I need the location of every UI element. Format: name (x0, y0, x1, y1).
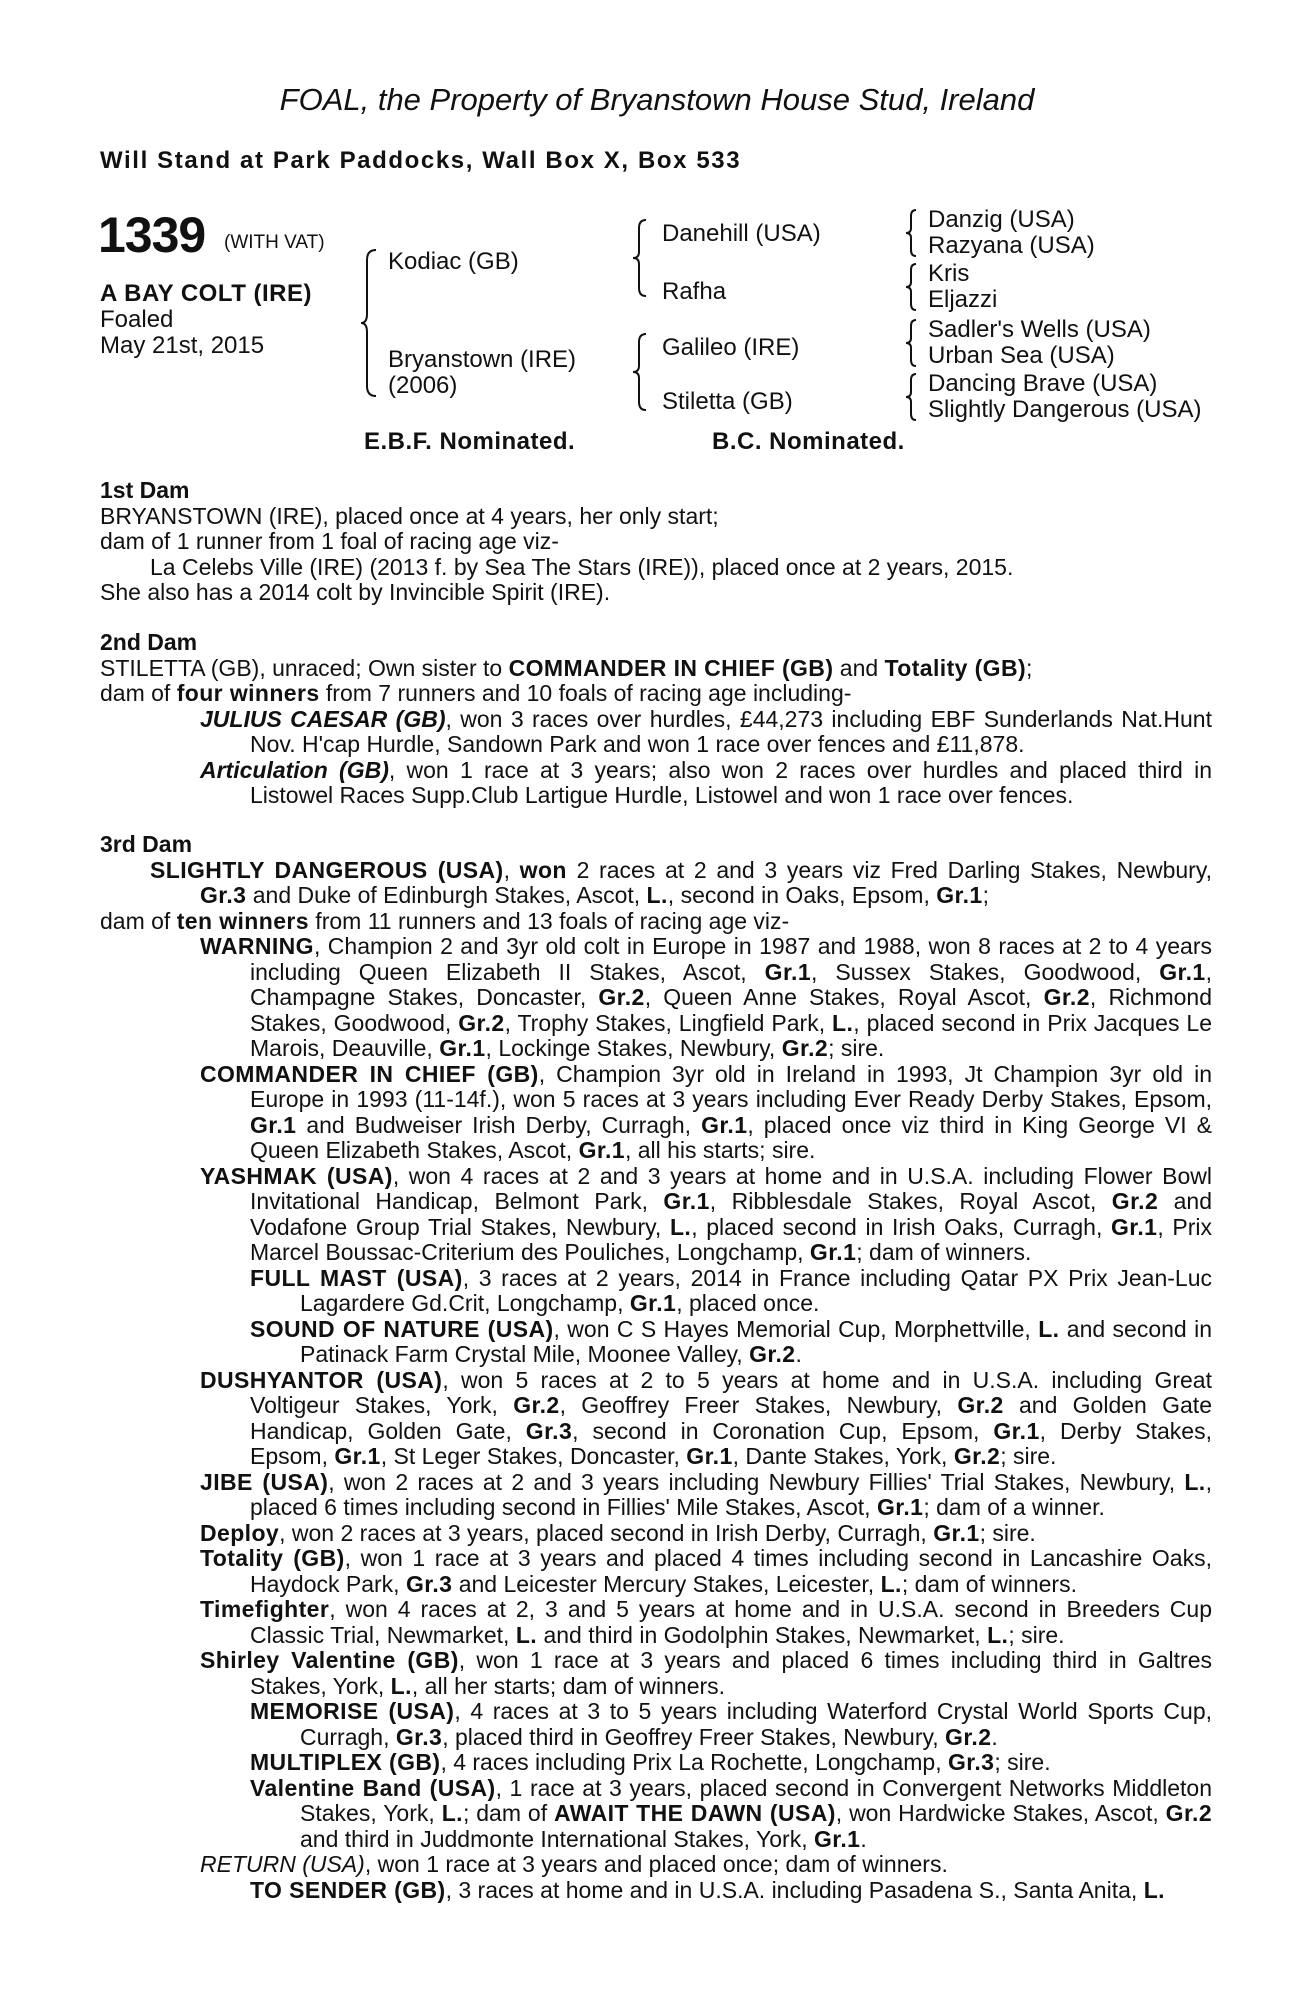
text-run: Gr.2 (945, 1723, 992, 1750)
text-run: , Derby Stakes, Epsom, (250, 1417, 1212, 1469)
text-run: Gr.2 (1165, 1800, 1213, 1826)
text-run: Gr.3 (405, 1570, 453, 1597)
text-run: , second in Coronation Cup, Epsom, (572, 1417, 994, 1444)
text-run: L. (880, 1570, 902, 1597)
ped-ddd: Slightly Dangerous (USA) (928, 396, 1202, 423)
text-run: and Leicester Mercury Stakes, Leicester, (452, 1570, 881, 1597)
text-run: , placed once. (676, 1290, 820, 1316)
text-run: Gr.1 (993, 1417, 1040, 1444)
text-run: ; sire. (1008, 1621, 1065, 1648)
produce-entry (100, 934, 1212, 1062)
text-run: Gr.2 (1043, 984, 1090, 1010)
text-run: , placed once viz third in King George VI & Queen Elizabeth Stakes, Ascot, (250, 1111, 1212, 1163)
text-run: 2 races at 2 and 3 years viz Fred Darling Stakes, Newbury, (566, 856, 1213, 883)
produce-entry (100, 1470, 1212, 1521)
text-run: TO SENDER (GB) (250, 1876, 446, 1903)
pedigree-brace-3 (904, 318, 924, 368)
produce-entry (100, 1368, 1212, 1470)
text-run: JULIUS CAESAR (GB) (200, 705, 446, 732)
ped-dss: Sadler's Wells (USA) (928, 316, 1151, 343)
foaled-label: Foaled (100, 306, 174, 333)
text-run: L. (1038, 1315, 1060, 1342)
text-run: ; dam of winners. (901, 1570, 1077, 1597)
second-dam-line (100, 681, 1212, 707)
text-run: ; sire. (1000, 1443, 1057, 1469)
text-run: Deploy (200, 1519, 280, 1546)
text-run: Gr.1 (439, 1035, 486, 1061)
text-run: Gr.1 (663, 1188, 710, 1214)
text-run: Shirley Valentine (GB) (200, 1647, 459, 1673)
second-dam-section (100, 630, 1212, 809)
text-run: , won 1 race at 3 years and placed 6 times including third in Galtres Stakes, York, (250, 1647, 1212, 1699)
produce-entry (100, 1546, 1212, 1597)
text-run: L. (441, 1800, 463, 1826)
text-run: Gr.1 (933, 1519, 980, 1546)
text-run: AWAIT THE DAWN (USA) (554, 1800, 836, 1826)
ped-sds: Kris (928, 260, 970, 287)
sire: Kodiac (GB) (388, 248, 519, 275)
text-run: . (795, 1341, 802, 1367)
ped-sss: Danzig (USA) (928, 206, 1075, 233)
text-run: ; sire. (979, 1519, 1036, 1546)
text-run: ; dam of winners. (856, 1239, 1032, 1265)
ped-dsd: Urban Sea (USA) (928, 342, 1115, 369)
text-run: COMMANDER IN CHIEF (GB) (200, 1060, 539, 1087)
produce-entry (100, 1648, 1212, 1699)
text-run: Gr.3 (200, 882, 247, 908)
text-run: MEMORISE (USA) (250, 1698, 455, 1724)
text-run: JIBE (USA) (200, 1468, 329, 1495)
text-run: L. (669, 1213, 692, 1240)
dam-sire: Galileo (IRE) (662, 334, 800, 361)
text-run: Gr.1 (1159, 958, 1206, 985)
text-run: Gr.1 (764, 958, 812, 985)
text-run: dam of (100, 680, 177, 706)
text-run: , placed second in Prix Jacques Le Marois, Deauville, (250, 1009, 1212, 1061)
text-run: , Trophy Stakes, Lingfield Park, (504, 1009, 833, 1036)
text-run: and Duke of Edinburgh Stakes, Ascot, (246, 882, 647, 908)
text-run: and third in Godolphin Stakes, Newmarket, (537, 1621, 988, 1648)
text-run: L. (646, 882, 668, 908)
text-run: four winners (176, 680, 320, 706)
second-dam-title: 2nd Dam (100, 629, 198, 655)
text-run: Gr.1 (1110, 1213, 1158, 1240)
text-run: Gr.2 (458, 1009, 505, 1036)
third-dam-line (100, 909, 1212, 935)
produce-entry (100, 1164, 1212, 1266)
text-run: COMMANDER IN CHIEF (GB) (508, 654, 834, 681)
text-run: , won 4 races at 2 and 3 years at home and in U.S.A. including Flower Bowl Invitational Handicap, Belmont Park, (250, 1162, 1213, 1214)
produce-entry (100, 707, 1212, 758)
second-dam-line (100, 656, 1212, 682)
text-run: , Dante Stakes, York, (732, 1443, 954, 1469)
text-run: Gr.1 (876, 1494, 924, 1520)
produce-entry (100, 1062, 1212, 1164)
text-run: , won 1 race at 3 years; also won 2 races over hurdles and placed third in Listowel Races Supp.Club Lartigue Hurdle, Listowel and won 1 race over fences. (250, 756, 1212, 808)
text-run: , Queen Anne Stakes, Royal Ascot, (644, 984, 1044, 1010)
text-run: , Champion 3yr old in Ireland in 1993, Jt Champion 3yr old in Europe in 1993 (11-14f.), won 5 races at 3 years including Ever Ready Derby Stakes, Epsom, (250, 1060, 1212, 1112)
lot-number: 1339 (98, 207, 206, 263)
text-run: , won 1 race at 3 years and placed once; dam of winners. (364, 1851, 948, 1877)
page-title: FOAL, the Property of Bryanstown House Stud, Ireland (279, 82, 1035, 117)
text-run: , won C S Hayes Memorial Cup, Morphettville, (553, 1315, 1039, 1342)
text-run: , Sussex Stakes, Goodwood, (811, 958, 1160, 985)
first-dam-line: She also has a 2014 colt by Invincible Spirit (IRE). (100, 579, 611, 605)
text-run: and second in Patinack Farm Crystal Mile, Moonee Valley, (300, 1315, 1212, 1367)
foaled-date: May 21st, 2015 (100, 332, 265, 359)
text-run: RETURN (USA) (200, 1851, 365, 1877)
text-run: L. (515, 1621, 538, 1648)
text-run: , won 1 race at 3 years and placed 4 times including second in Lancashire Oaks, Haydock Park, (250, 1545, 1212, 1597)
text-run: , all her starts; dam of winners. (411, 1672, 726, 1699)
lot-description: A BAY COLT (IRE) (100, 280, 313, 307)
text-run: , won 4 races at 2, 3 and 5 years at home and in U.S.A. second in Breeders Cup Classic Trial, Newmarket, (250, 1596, 1212, 1648)
text-run: , placed second in Irish Oaks, Curragh, (691, 1213, 1111, 1240)
text-run: L. (1184, 1468, 1206, 1495)
dam-dam: Stiletta (GB) (662, 388, 793, 415)
text-run: Gr.1 (686, 1443, 733, 1469)
text-run: Gr.3 (948, 1749, 995, 1775)
first-dam-title: 1st Dam (100, 477, 190, 503)
text-run: . (991, 1723, 998, 1750)
text-run: , Lockinge Stakes, Newbury, (485, 1035, 782, 1061)
text-run: Gr.2 (749, 1341, 796, 1367)
text-run: ; sire. (828, 1035, 885, 1061)
text-run: , won Hardwicke Stakes, Ascot, (835, 1800, 1166, 1826)
text-run: L. (390, 1672, 412, 1699)
ped-dds: Dancing Brave (USA) (928, 370, 1158, 397)
produce-entry (100, 1521, 1212, 1547)
pedigree-brace-sire (632, 218, 656, 298)
text-run: , Prix Marcel Boussac-Criterium des Pouliches, Longchamp, (250, 1213, 1212, 1265)
text-run: , St Leger Stakes, Doncaster, (380, 1443, 687, 1469)
text-run: won (519, 856, 567, 883)
text-run: Gr.1 (701, 1111, 748, 1138)
text-run: dam of (100, 907, 177, 934)
text-run: Gr.2 (513, 1392, 560, 1418)
ped-sdd: Eljazzi (928, 286, 998, 313)
text-run: ; (1026, 654, 1033, 681)
text-run: Totality (GB) (200, 1545, 345, 1571)
text-run: YASHMAK (USA) (200, 1162, 393, 1189)
text-run: , Ribblesdale Stakes, Royal Ascot, (709, 1188, 1112, 1214)
text-run: L. (987, 1621, 1009, 1648)
pedigree-brace-4 (904, 372, 924, 422)
text-run: L. (832, 1009, 854, 1036)
text-run: and (833, 654, 885, 681)
text-run: Gr.3 (525, 1417, 573, 1444)
text-run: Gr.3 (395, 1723, 443, 1750)
text-run: Gr.1 (936, 882, 983, 908)
text-run: and third in Juddmonte International Stakes, York, (300, 1825, 814, 1852)
text-run: Gr.1 (809, 1239, 857, 1265)
text-run: MULTIPLEX (GB) (250, 1749, 441, 1775)
text-run: ; dam of a winner. (923, 1494, 1105, 1520)
text-run: , 1 race at 3 years, placed second in Convergent Networks Middleton Stakes, York, (300, 1774, 1212, 1826)
first-dam-section (100, 478, 1212, 606)
text-run: Gr.2 (598, 984, 645, 1010)
text-run: Articulation (GB) (200, 756, 389, 783)
text-run: Gr.1 (334, 1443, 381, 1469)
pedigree-brace-main (360, 248, 390, 398)
text-run: SOUND OF NATURE (USA) (250, 1315, 554, 1342)
text-run: Gr.1 (578, 1137, 625, 1163)
first-dam-line: BRYANSTOWN (IRE), placed once at 4 years, her only start; (100, 502, 719, 529)
pedigree-brace-dam (632, 332, 656, 412)
third-dam-section (100, 832, 1212, 1903)
text-run: and Vodafone Group Trial Stakes, Newbury, (250, 1188, 1212, 1240)
text-run: , 4 races at 3 to 5 years including Waterford Crystal World Sports Cup, Curragh, (300, 1698, 1212, 1750)
first-dam-produce: La Celebs Ville (IRE) (2013 f. by Sea The Stars (IRE)), placed once at 2 years, 2015. (150, 553, 1014, 580)
pedigree-brace-2 (904, 262, 924, 312)
text-run: , won 2 races at 2 and 3 years including Newbury Fillies' Trial Stakes, Newbury, (328, 1468, 1185, 1495)
produce-entry (100, 1878, 1212, 1904)
ped-ssd: Razyana (USA) (928, 232, 1095, 259)
text-run: , all his starts; sire. (624, 1137, 816, 1163)
produce-entry (100, 1699, 1212, 1750)
text-run: Gr.2 (953, 1443, 1001, 1469)
text-run: ; dam of (462, 1800, 555, 1826)
text-run: Gr.1 (629, 1290, 677, 1316)
third-dam-title: 3rd Dam (100, 831, 193, 857)
text-run: Gr.1 (814, 1825, 861, 1852)
text-run: L. (1143, 1876, 1165, 1903)
third-dam-line (100, 858, 1212, 909)
produce-entry (100, 1597, 1212, 1648)
text-run: , Geoffrey Freer Stakes, Newbury, (559, 1392, 958, 1418)
produce-entry (100, 758, 1212, 809)
text-run: ten winners (176, 907, 309, 934)
text-run: FULL MAST (USA) (250, 1264, 463, 1291)
produce-entry (100, 1317, 1212, 1368)
text-run: SLIGHTLY DANGEROUS (USA) (150, 856, 504, 883)
produce-entry (100, 1750, 1212, 1776)
stand-location: Will Stand at Park Paddocks, Wall Box X, Box 533 (100, 147, 742, 174)
text-run: , second in Oaks, Epsom, (667, 882, 937, 908)
bc-nominated: B.C. Nominated. (712, 428, 905, 455)
text-run: , placed third in Geoffrey Freer Stakes, Newbury, (442, 1723, 946, 1750)
text-run: ; sire. (994, 1749, 1051, 1775)
text-run: Gr.2 (781, 1035, 829, 1061)
text-run: . (860, 1825, 867, 1852)
text-run: DUSHYANTOR (USA) (200, 1366, 443, 1393)
pedigree-brace-1 (904, 208, 924, 258)
text-run: WARNING (200, 933, 314, 959)
dam-year: (2006) (388, 372, 458, 399)
text-run: , Richmond Stakes, Goodwood, (250, 984, 1212, 1036)
text-run: , won 5 races at 2 to 5 years at home and in U.S.A. including Great Voltigeur Stakes, York, (250, 1366, 1212, 1418)
dam: Bryanstown (IRE) (388, 346, 577, 373)
text-run: Totality (GB) (884, 654, 1027, 681)
text-run: , 4 races including Prix La Rochette, Longchamp, (440, 1749, 948, 1775)
text-run: STILETTA (GB), unraced; Own sister to (100, 654, 509, 681)
vat-note: (WITH VAT) (224, 232, 325, 253)
sire-dam: Rafha (662, 278, 727, 305)
text-run: , Champagne Stakes, Doncaster, (250, 958, 1212, 1010)
text-run: ; (982, 882, 989, 908)
text-run: , won 3 races over hurdles, £44,273 including EBF Sunderlands Nat.Hunt Nov. H'cap Hurdle, Sandown Park and won 1 race over fences and £11,878. (250, 705, 1212, 757)
first-dam-line: dam of 1 runner from 1 foal of racing age viz- (100, 528, 559, 554)
produce-entry (100, 1852, 1212, 1878)
text-run: Gr.2 (1111, 1188, 1159, 1214)
text-run: , won 2 races at 3 years, placed second in Irish Derby, Curragh, (279, 1519, 934, 1546)
ebf-nominated: E.B.F. Nominated. (364, 428, 576, 455)
produce-entry (100, 1266, 1212, 1317)
text-run: , placed 6 times including second in Fillies' Mile Stakes, Ascot, (250, 1468, 1212, 1520)
text-run: Gr.2 (957, 1392, 1004, 1418)
text-run: , Champion 2 and 3yr old colt in Europe in 1987 and 1988, won 8 races at 2 to 4 years including Queen Elizabeth II Stakes, Ascot, (250, 933, 1212, 985)
text-run: Valentine Band (USA) (250, 1774, 496, 1801)
text-run: and Golden Gate Handicap, Golden Gate, (250, 1392, 1212, 1444)
text-run: from 11 runners and 13 foals of racing age viz- (308, 907, 790, 934)
text-run: from 7 runners and 10 foals of racing age including- (319, 680, 852, 706)
text-run: , 3 races at 2 years, 2014 in France including Qatar PX Prix Jean-Luc Lagardere Gd.Crit, Longchamp, (300, 1264, 1212, 1316)
text-run: Timefighter (200, 1596, 330, 1622)
text-run: and Budweiser Irish Derby, Curragh, (296, 1111, 702, 1138)
text-run: , (503, 856, 520, 883)
text-run: Gr.1 (250, 1111, 297, 1138)
produce-entry (100, 1776, 1212, 1853)
sire-sire: Danehill (USA) (662, 220, 821, 247)
text-run: , 3 races at home and in U.S.A. including Pasadena S., Santa Anita, (445, 1876, 1144, 1903)
